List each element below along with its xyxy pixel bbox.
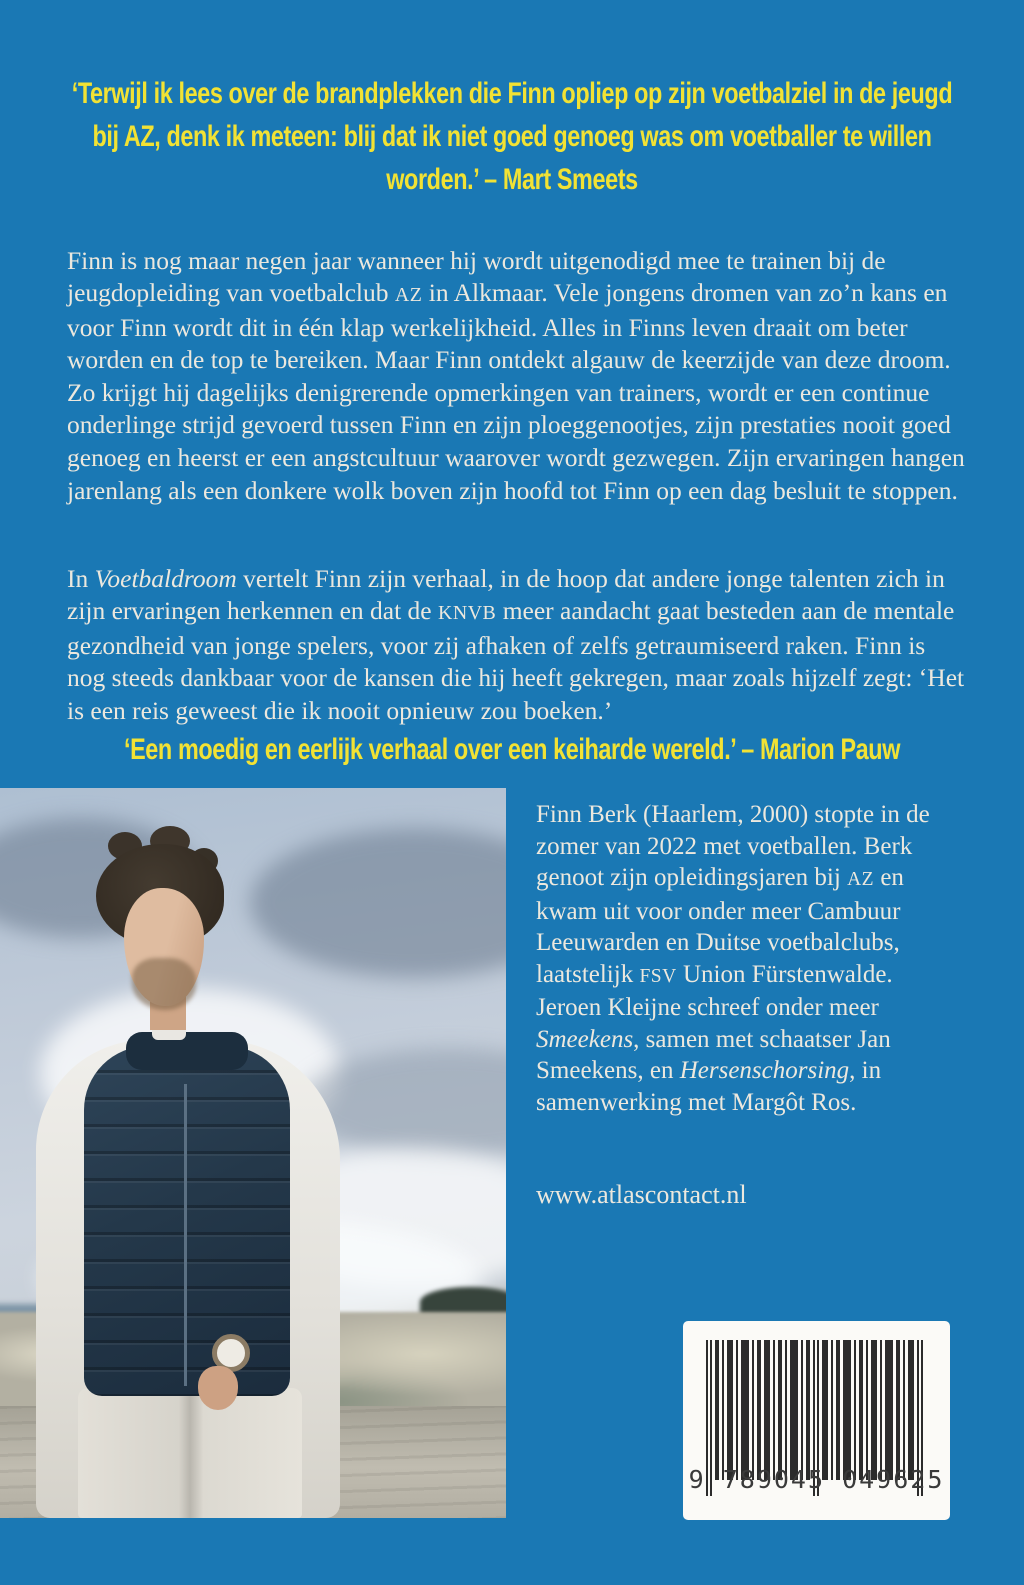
bodywarmer-collar bbox=[126, 1032, 248, 1070]
publisher-website: www.atlascontact.nl bbox=[536, 1180, 747, 1209]
bio-p1-text-cont1: en kwam uit voor onder meer Cambuur Leeuwarden en Duitse voetbalclubs, laatstelijk bbox=[536, 864, 904, 988]
synopsis-p1-text: Finn is nog maar negen jaar wanneer hij wordt uitgenodigd mee te trainen bij de jeugdopleiding van voetbalclub bbox=[67, 245, 886, 308]
bio-p1-text-cont2: Union Fürstenwalde. bbox=[676, 960, 893, 988]
bio-finn-berk bbox=[536, 799, 960, 992]
author-bio bbox=[536, 799, 960, 1118]
bio-p2-text: Jeroen Kleijne schreef onder meer bbox=[536, 994, 879, 1021]
bodywarmer-zipper bbox=[184, 1084, 187, 1386]
knvb-smallcaps: KNVB bbox=[438, 602, 497, 625]
synopsis-paragraph-1 bbox=[67, 245, 967, 508]
synopsis-p2-text-cont2: meer aandacht gaat besteden aan de mentale gezondheid van jonge spelers, voor zij afhaken of zelfs getraumiseerd raken. Finn is nog steeds dankbaar voor de kansen die hij heeft gekregen, maar zoals hijzelf zegt: ‘Het is een reis geweest die ik nooit opnieuw zou boeken.’ bbox=[67, 596, 965, 725]
author-photo bbox=[0, 788, 506, 1518]
bio-jeroen-kleijne bbox=[536, 992, 960, 1118]
isbn-barcode bbox=[683, 1321, 950, 1520]
book-title-voetbaldroom: Voetbaldroom bbox=[94, 563, 237, 593]
synopsis-p2-text: In bbox=[67, 563, 95, 593]
az-smallcaps: AZ bbox=[394, 284, 423, 307]
synopsis-p1-text-cont: in Alkmaar. Vele jongens dromen van zo’n kans en voor Finn wordt dit in één klap werkelijkheid. Alles in Finns leven draait om beter worden en de top te bereiken. Maar Finn ontdekt algauw de keerzijde van deze droom. Zo krijgt hij dagelijks denigrerende opmerkingen van trainers, wordt er een continue onderlinge strijd gevoerd tussen Finn en zijn ploeggenootjes, zijn prestaties nooit goed genoeg en heerst er een angstcultuur waarover wordt gezwegen. Zijn ervaringen hangen jarenlang als een donkere wolk boven zijn hoofd tot Finn op een dag besluit te stoppen. bbox=[67, 278, 965, 505]
az-smallcaps: AZ bbox=[847, 869, 875, 890]
man-white-trousers bbox=[78, 1388, 302, 1518]
man-navy-bodywarmer bbox=[84, 1046, 290, 1396]
synopsis-paragraph-2 bbox=[67, 563, 967, 728]
book-title-smeekens: Smeekens bbox=[536, 1025, 634, 1053]
dark-cloud-right bbox=[250, 828, 506, 978]
man-hand bbox=[198, 1366, 238, 1410]
bio-p2-text-cont1: , samen met schaatser Jan Smeekens, en bbox=[536, 1025, 891, 1084]
review-quote-marion-pauw: ‘Een moedig en eerlijk verhaal over een keiharde wereld.’ – Marion Pauw bbox=[123, 733, 901, 766]
review-quote-mart-smeets: ‘Terwijl ik lees over de brandplekken die Finn opliep op zijn voetbalziel in de jeugd bij AZ, denk ik meteen: blij dat ik niet goed genoeg was om voetballer te willen worden.’ – Mart Smeets bbox=[71, 77, 953, 196]
fsv-smallcaps: FSV bbox=[639, 965, 677, 987]
man-beard bbox=[132, 958, 196, 1010]
synopsis-p2-text-cont1: vertelt Finn zijn verhaal, in de hoop dat andere jonge talenten zich in zijn ervaringen herkennen en dat de bbox=[67, 563, 945, 626]
bio-p1-text: Finn Berk (Haarlem, 2000) stopte in de zomer van 2022 met voetballen. Berk genoot zijn opleidingsjaren bij bbox=[536, 801, 930, 891]
bio-p2-text-cont2: , in samenwerking met Margôt Ros. bbox=[536, 1057, 882, 1116]
isbn-number: 9 789045 049625 bbox=[688, 1465, 945, 1494]
book-title-hersenschorsing: Hersenschorsing bbox=[679, 1057, 850, 1084]
